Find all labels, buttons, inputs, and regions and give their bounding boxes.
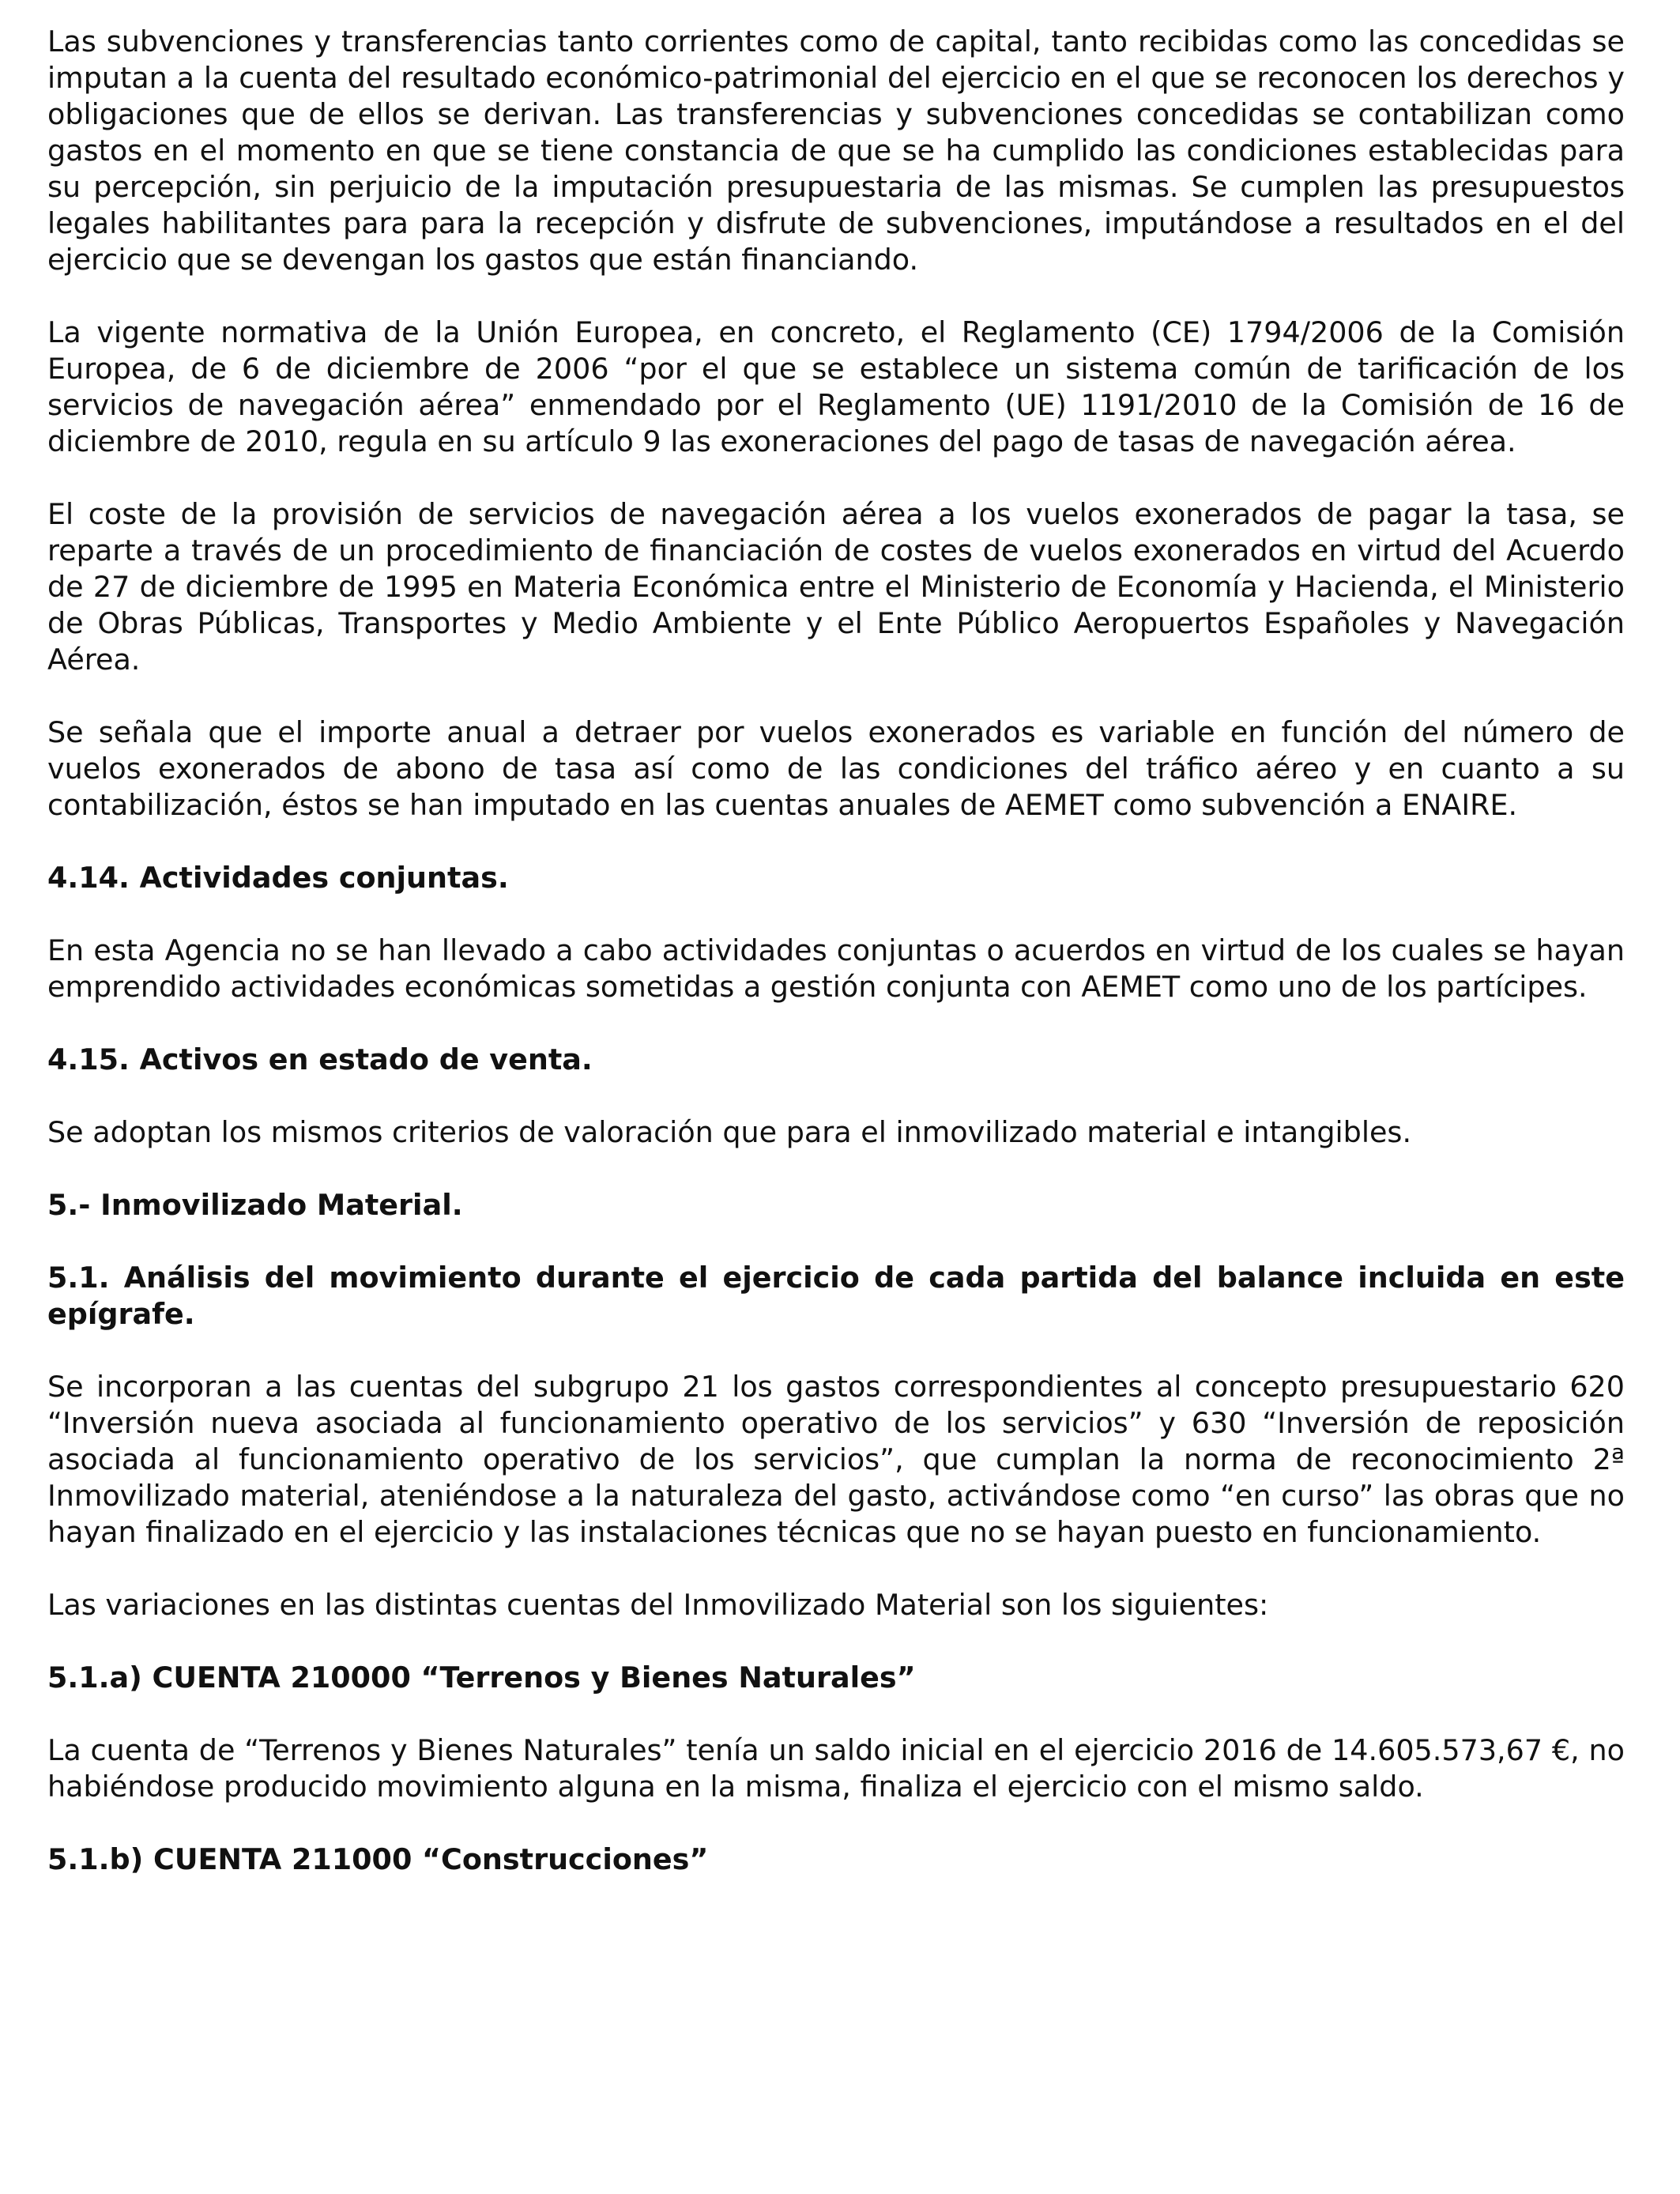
heading-5-1-a: 5.1.a) CUENTA 210000 “Terrenos y Bienes Naturales” [47, 1661, 916, 1695]
heading-4-15: 4.15. Activos en estado de venta. [47, 1042, 593, 1076]
paragraph-subgrupo-21: Se incorporan a las cuentas del subgrupo 21 los gastos correspondientes al concepto presupuestario 620 “Inversión nueva asociada al funcionamiento operativo de los servicios” y 630 “Inversión de reposición asociada al funcionamiento operativo de los servicios”, que cumplan la norma de reconocimiento 2ª Inmovilizado material, ateniéndose a la naturaleza del gasto, activándose como “en curso” las obras que no hayan finalizado en el ejercicio y las instalaciones técnicas que no se hayan puesto en funcionamiento. [47, 1370, 1625, 1549]
paragraph-variaciones: Las variaciones en las distintas cuentas del Inmovilizado Material son los siguientes: [47, 1588, 1269, 1622]
paragraph-coste-provision: El coste de la provisión de servicios de navegación aérea a los vuelos exonerados de pagar la tasa, se reparte a través de un procedimiento de financiación de costes de vuelos exonerados en virtud del Acuerdo de 27 de diciembre de 1995 en Materia Económica entre el Ministerio de Economía y Hacienda, el Ministerio de Obras Públicas, Transportes y Medio Ambiente y el Ente Público Aeropuertos Españoles y Navegación Aérea. [47, 497, 1625, 677]
heading-4-14: 4.14. Actividades conjuntas. [47, 861, 509, 895]
paragraph-activos-venta: Se adoptan los mismos criterios de valoración que para el inmovilizado material e intangibles. [47, 1115, 1412, 1149]
heading-5-1-b: 5.1.b) CUENTA 211000 “Construcciones” [47, 1842, 709, 1876]
paragraph-terrenos: La cuenta de “Terrenos y Bienes Naturales” tenía un saldo inicial en el ejercicio 2016 de 14.605.573,67 €, no habiéndose producido movimiento alguna en la misma, finaliza el ejercicio con el mismo saldo. [47, 1733, 1625, 1804]
paragraph-importe-anual: Se señala que el importe anual a detraer por vuelos exonerados es variable en función del número de vuelos exonerados de abono de tasa así como de las condiciones del tráfico aéreo y en cuanto a su contabilización, éstos se han imputado en las cuentas anuales de AEMET como subvención a ENAIRE. [47, 715, 1625, 822]
paragraph-subvenciones: Las subvenciones y transferencias tanto corrientes como de capital, tanto recibidas como las concedidas se imputan a la cuenta del resultado económico-patrimonial del ejercicio en el que se reconocen los derechos y obligaciones que de ellos se derivan. Las transferencias y subvenciones concedidas se contabilizan como gastos en el momento en que se tiene constancia de que se ha cumplido las condiciones establecidas para su percepción, sin perjuicio de la imputación presupuestaria de las mismas. Se cumplen las presupuestos legales habilitantes para para la recepción y disfrute de subvenciones, imputándose a resultados en el del ejercicio que se devengan los gastos que están financiando. [47, 25, 1625, 277]
paragraph-actividades-conjuntas: En esta Agencia no se han llevado a cabo actividades conjuntas o acuerdos en virtud de los cuales se hayan emprendido actividades económicas sometidas a gestión conjunta con AEMET como uno de los partícipes. [47, 933, 1625, 1004]
paragraph-normativa-ue: La vigente normativa de la Unión Europea, en concreto, el Reglamento (CE) 1794/2006 de la Comisión Europea, de 6 de diciembre de 2006 “por el que se establece un sistema común de tarificación de los servicios de navegación aérea” enmendado por el Reglamento (UE) 1191/2010 de la Comisión de 16 de diciembre de 2010, regula en su artículo 9 las exoneraciones del pago de tasas de navegación aérea. [47, 315, 1625, 458]
heading-5-1: 5.1. Análisis del movimiento durante el ejercicio de cada partida del balance incluida en este epígrafe. [47, 1261, 1625, 1331]
heading-5: 5.- Inmovilizado Material. [47, 1188, 463, 1222]
document-page [47, 24, 1625, 1914]
